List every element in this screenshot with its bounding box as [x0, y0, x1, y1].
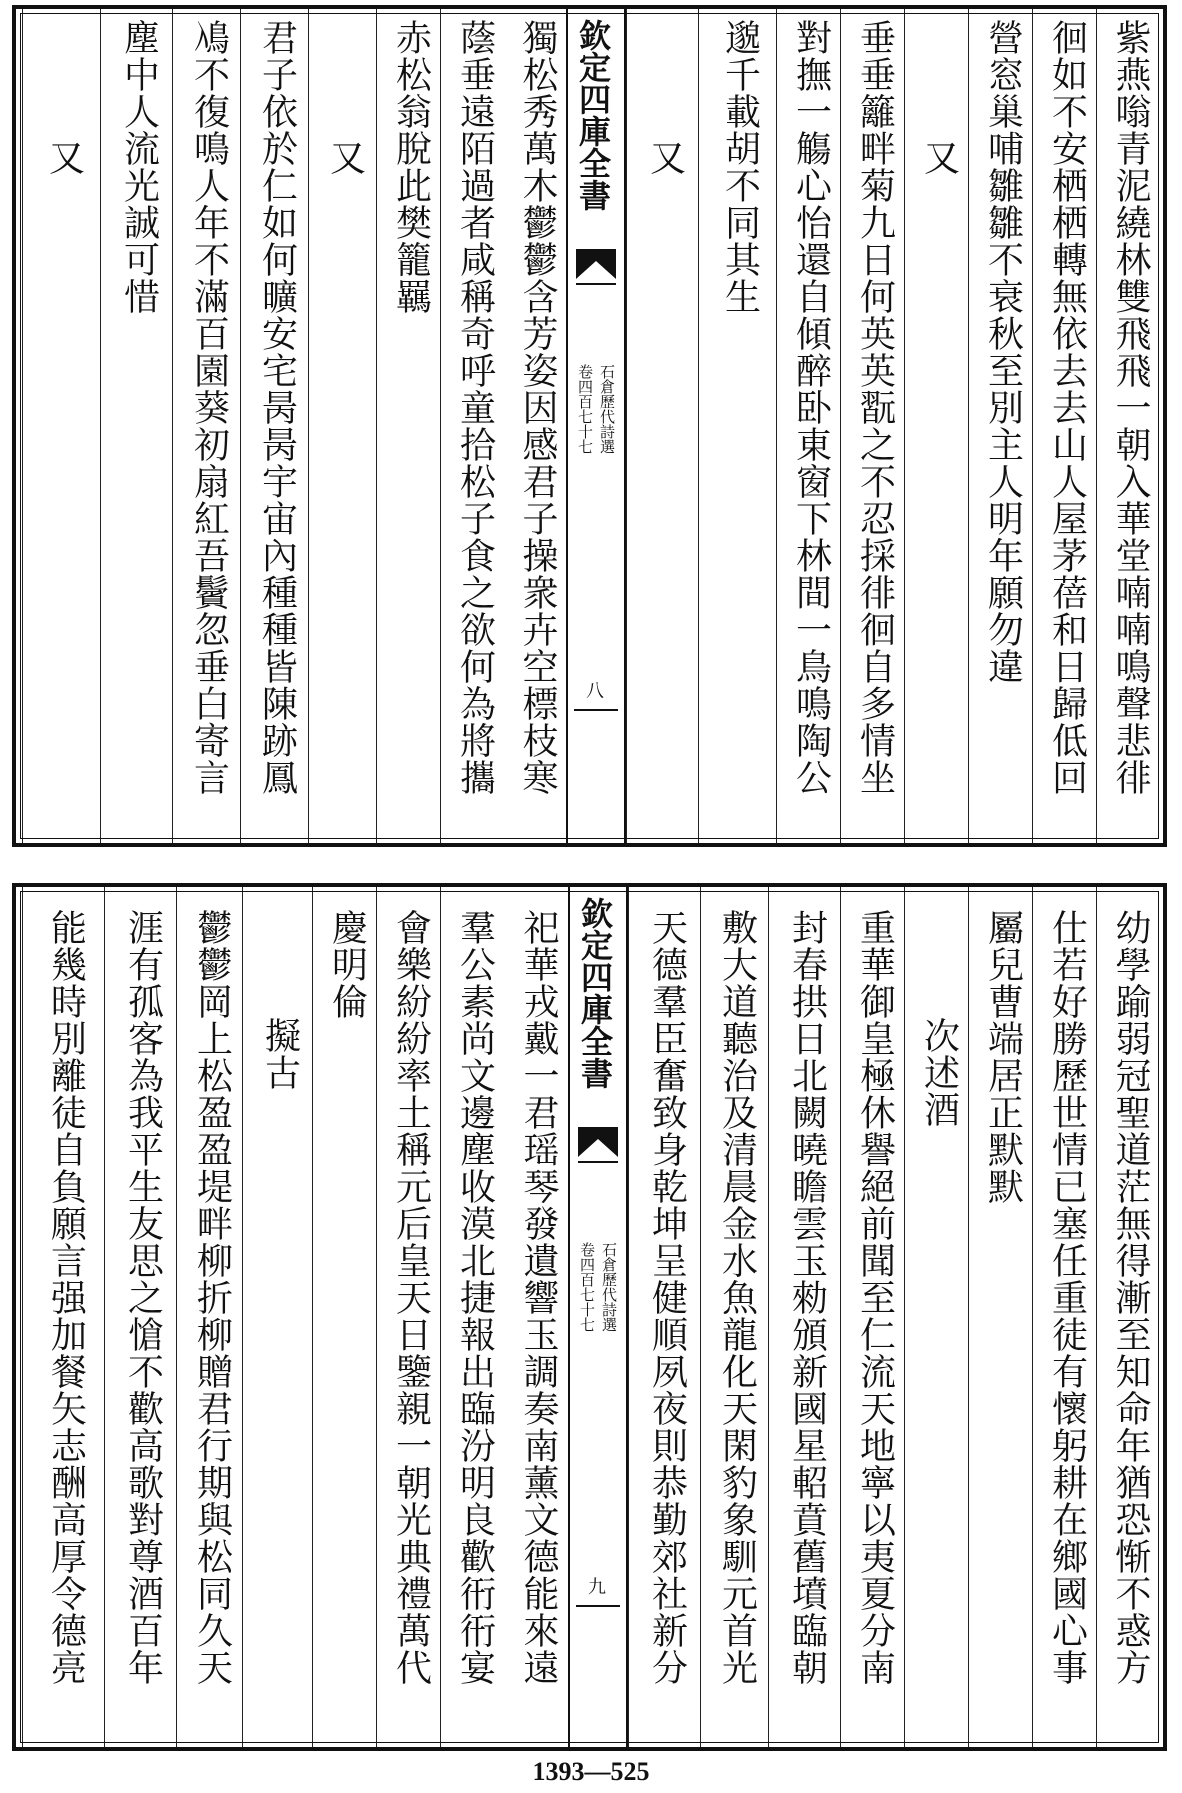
gutter-volume: 卷四百七十七	[576, 364, 594, 454]
column-text: 紫燕嗡青泥繞林雙飛飛一朝入華堂喃喃鳴聲悲徘	[1110, 19, 1151, 796]
gutter-folio: 九	[585, 1577, 606, 1595]
gutter-folio: 八	[583, 681, 604, 699]
column-text: 鬱鬱岡上松盈盈堤畔柳折柳贈君行期與松同久天	[191, 909, 233, 1686]
column-text: 赤松翁脫此樊籠羈	[390, 19, 432, 315]
text-column	[698, 9, 776, 843]
text-column	[242, 887, 312, 1747]
column-text: 羣公素尚文邊塵收漠北捷報出臨汾明良歡衎衎宴	[454, 909, 496, 1686]
column-text: 蔭垂遠陌過者咸稱奇呼童拾松子食之欲何為將攜	[454, 19, 496, 796]
gutter-rule	[576, 1605, 620, 1607]
text-column	[968, 9, 1032, 843]
text-column	[376, 9, 440, 843]
text-column	[240, 9, 308, 843]
column-heading: 又	[43, 139, 85, 176]
column-text: 敷大道聽治及清晨金水魚龍化天閑豹象馴元首光	[716, 909, 758, 1686]
column-text: 慶明倫	[326, 909, 368, 1020]
text-column	[504, 887, 568, 1747]
column-text: 祀華戎戴一君瑶琴發遺響玉調奏南薰文德能來遠	[518, 909, 559, 1686]
column-text: 涯有孤客為我平生友思之愴不歡高歌對尊酒百年	[122, 909, 164, 1686]
text-column	[904, 9, 968, 843]
gutter-book-title: 石倉歷代詩選	[598, 364, 616, 454]
text-column	[440, 887, 504, 1747]
text-column	[776, 9, 840, 843]
column-text: 天德羣臣奮致身乾坤呈健順夙夜則恭勤郊社新分	[646, 909, 688, 1686]
fish-tail-mark	[578, 1127, 618, 1197]
lower-page	[12, 883, 1167, 1751]
column-heading: 次述酒	[918, 1017, 960, 1128]
column-text: 幼學踰弱冠聖道茫無得漸至知命年猶恐惭不惑方	[1110, 909, 1151, 1686]
text-column	[1032, 9, 1096, 843]
column-text: 能幾時別離徒自負願言强加餐矢志酬高厚令德亮	[45, 909, 87, 1686]
gutter-title: 欽定四庫全書	[576, 897, 614, 1089]
text-column	[1096, 9, 1159, 843]
column-text: 塵中人流光誠可惜	[118, 19, 160, 315]
gutter-rule	[574, 709, 618, 711]
gutter-title: 欽定四庫全書	[574, 19, 612, 211]
center-gutter	[566, 9, 626, 843]
column-text: 對撫一觴心怡還自傾醉卧東窗下林間一鳥鳴陶公	[790, 19, 832, 796]
column-text: 獨松秀萬木鬱鬱含芳姿因感君子操衆卉空標枝寒	[517, 19, 558, 796]
column-heading: 又	[918, 139, 960, 176]
column-text: 君子依於仁如何曠安宅昺昺宇宙內種種皆陳跡鳳	[256, 19, 298, 796]
column-text: 重華御皇極休譽絕前聞至仁流天地寧以夷夏分南	[854, 909, 896, 1686]
text-column	[628, 887, 700, 1747]
text-column	[440, 9, 504, 843]
text-column	[626, 9, 698, 843]
column-text: 會樂紛紛率土稱元后皇天日鑒親一朝光典禮萬代	[390, 909, 432, 1686]
text-column	[968, 887, 1032, 1747]
text-column	[172, 9, 240, 843]
upper-page	[12, 5, 1167, 847]
page-number: 1393—525	[532, 1757, 650, 1786]
gutter-book-title: 石倉歷代詩選	[600, 1242, 618, 1332]
column-heading: 擬古	[259, 1017, 301, 1091]
text-column	[308, 9, 376, 843]
text-column	[312, 887, 376, 1747]
column-heading: 又	[324, 139, 366, 176]
text-column	[1096, 887, 1159, 1747]
text-column	[504, 9, 566, 843]
column-text: 封春拱日北闕曉瞻雲玉勑頒新國星軺賁舊墳臨朝	[786, 909, 828, 1686]
text-column	[1032, 887, 1096, 1747]
center-gutter	[568, 887, 628, 1747]
text-column	[840, 887, 904, 1747]
column-heading: 又	[644, 139, 686, 176]
column-text: 鳰不復鳴人年不滿百園葵初扇紅吾鬢忽垂白寄言	[188, 19, 230, 796]
text-column	[22, 887, 104, 1747]
text-column	[904, 887, 968, 1747]
column-text: 徊如不安栖栖轉無依去去山人屋茅蓓和日歸低回	[1046, 19, 1088, 796]
text-column	[376, 887, 440, 1747]
text-column	[176, 887, 242, 1747]
text-column	[22, 9, 100, 843]
column-text: 屬兒曹端居正默默	[982, 909, 1024, 1205]
column-text: 垂垂籬畔菊九日何英英翫之不忍採徘徊自多情坐	[854, 19, 896, 796]
column-text: 營窓巢哺雛雛不衰秋至別主人明年願勿違	[982, 19, 1024, 685]
text-column	[104, 887, 176, 1747]
text-column	[840, 9, 904, 843]
text-column	[768, 887, 840, 1747]
column-text: 邈千載胡不同其生	[719, 19, 761, 315]
text-column	[100, 9, 172, 843]
column-text: 仕若好勝歷世情已塞任重徒有懷躬耕在鄉國心事	[1046, 909, 1088, 1686]
gutter-volume: 卷四百七十七	[578, 1242, 596, 1332]
fish-tail-mark	[576, 249, 616, 319]
text-column	[700, 887, 768, 1747]
